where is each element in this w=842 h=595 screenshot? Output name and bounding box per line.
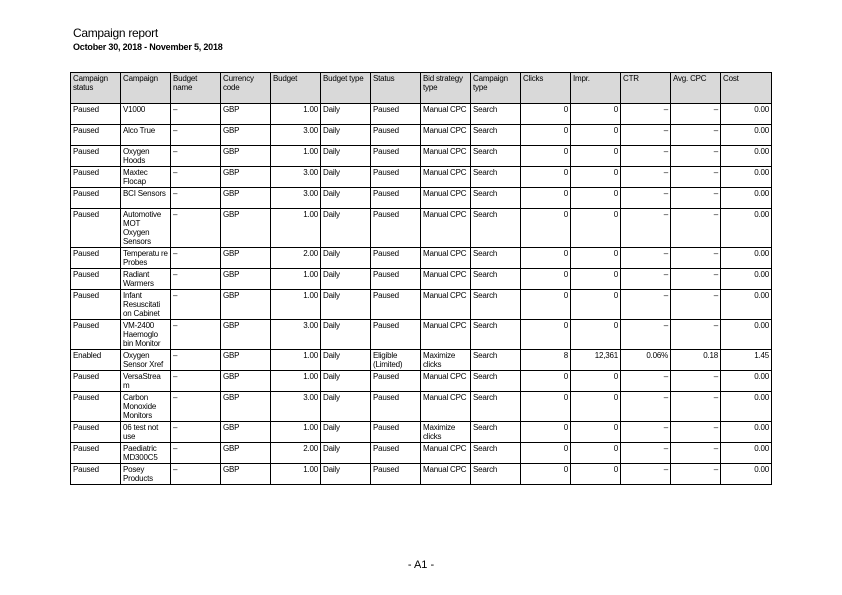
col-header-campaign-type: Campaign type — [471, 73, 521, 104]
cell-budget: 3.00 — [271, 392, 321, 422]
cell-budget: 1.00 — [271, 290, 321, 320]
cell-campaign: Oxygen Hoods — [121, 146, 171, 167]
table-row — [71, 320, 772, 350]
cell-impressions: 0 — [571, 290, 621, 320]
cell-currency-code: GBP — [221, 167, 271, 188]
cell-status: Paused — [371, 290, 421, 320]
cell-campaign-status: Paused — [71, 320, 121, 350]
cell-avg-cpc: – — [671, 464, 721, 485]
table-row — [71, 464, 772, 485]
cell-impressions: 0 — [571, 320, 621, 350]
cell-impressions: 0 — [571, 188, 621, 209]
cell-bid-strategy-type: Manual CPC — [421, 167, 471, 188]
table-row — [71, 269, 772, 290]
cell-budget: 2.00 — [271, 443, 321, 464]
cell-bid-strategy-type: Manual CPC — [421, 443, 471, 464]
cell-status: Paused — [371, 464, 421, 485]
cell-budget-name: – — [171, 350, 221, 371]
col-header-clicks: Clicks — [521, 73, 571, 104]
cell-campaign-status: Paused — [71, 125, 121, 146]
cell-avg-cpc: – — [671, 167, 721, 188]
cell-status: Paused — [371, 371, 421, 392]
cell-impressions: 0 — [571, 104, 621, 125]
cell-campaign-status: Paused — [71, 188, 121, 209]
cell-status: Paused — [371, 422, 421, 443]
cell-bid-strategy-type: Manual CPC — [421, 464, 471, 485]
cell-impressions: 0 — [571, 443, 621, 464]
cell-clicks: 0 — [521, 188, 571, 209]
cell-campaign-status: Paused — [71, 104, 121, 125]
cell-clicks: 0 — [521, 464, 571, 485]
cell-budget-type: Daily — [321, 464, 371, 485]
cell-campaign-status: Paused — [71, 146, 121, 167]
cell-campaign: Radiant Warmers — [121, 269, 171, 290]
cell-budget-name: – — [171, 443, 221, 464]
cell-bid-strategy-type: Manual CPC — [421, 146, 471, 167]
cell-campaign-status: Paused — [71, 392, 121, 422]
cell-budget-type: Daily — [321, 320, 371, 350]
cell-ctr: – — [621, 125, 671, 146]
cell-cost: 1.45 — [721, 350, 772, 371]
cell-campaign: Paediatric MD300C5 — [121, 443, 171, 464]
cell-campaign: VM-2400 Haemoglo bin Monitor — [121, 320, 171, 350]
cell-campaign-status: Paused — [71, 269, 121, 290]
cell-budget-name: – — [171, 320, 221, 350]
cell-bid-strategy-type: Manual CPC — [421, 188, 471, 209]
cell-campaign-type: Search — [471, 464, 521, 485]
campaign-table — [70, 72, 772, 485]
cell-budget-type: Daily — [321, 209, 371, 248]
table-row — [71, 167, 772, 188]
cell-campaign: Maxtec Flocap — [121, 167, 171, 188]
table-row — [71, 422, 772, 443]
cell-avg-cpc: – — [671, 209, 721, 248]
cell-cost: 0.00 — [721, 464, 772, 485]
cell-campaign-type: Search — [471, 422, 521, 443]
cell-avg-cpc: 0.18 — [671, 350, 721, 371]
cell-budget-name: – — [171, 146, 221, 167]
table-row — [71, 248, 772, 269]
cell-cost: 0.00 — [721, 125, 772, 146]
table-row — [71, 371, 772, 392]
cell-clicks: 0 — [521, 392, 571, 422]
table-body — [71, 104, 772, 485]
cell-status: Paused — [371, 167, 421, 188]
cell-budget: 1.00 — [271, 146, 321, 167]
cell-ctr: – — [621, 269, 671, 290]
cell-ctr: – — [621, 104, 671, 125]
cell-campaign: Alco True — [121, 125, 171, 146]
cell-budget-type: Daily — [321, 125, 371, 146]
cell-campaign-status: Paused — [71, 248, 121, 269]
cell-budget-type: Daily — [321, 146, 371, 167]
cell-cost: 0.00 — [721, 209, 772, 248]
cell-campaign-status: Paused — [71, 422, 121, 443]
col-header-campaign-status: Campaign status — [71, 73, 121, 104]
cell-budget-type: Daily — [321, 290, 371, 320]
cell-clicks: 0 — [521, 209, 571, 248]
cell-impressions: 12,361 — [571, 350, 621, 371]
cell-campaign-status: Enabled — [71, 350, 121, 371]
cell-clicks: 0 — [521, 290, 571, 320]
cell-ctr: – — [621, 290, 671, 320]
cell-status: Paused — [371, 248, 421, 269]
cell-avg-cpc: – — [671, 248, 721, 269]
cell-bid-strategy-type: Manual CPC — [421, 125, 471, 146]
cell-budget-type: Daily — [321, 392, 371, 422]
cell-budget-name: – — [171, 269, 221, 290]
cell-campaign-status: Paused — [71, 464, 121, 485]
report-date-range: October 30, 2018 - November 5, 2018 — [73, 42, 223, 52]
col-header-currency-code: Currency code — [221, 73, 271, 104]
cell-avg-cpc: – — [671, 146, 721, 167]
table-row — [71, 290, 772, 320]
cell-budget: 1.00 — [271, 422, 321, 443]
cell-campaign-type: Search — [471, 209, 521, 248]
cell-campaign: 06 test not use — [121, 422, 171, 443]
cell-currency-code: GBP — [221, 125, 271, 146]
cell-budget-type: Daily — [321, 350, 371, 371]
cell-impressions: 0 — [571, 209, 621, 248]
cell-campaign-status: Paused — [71, 209, 121, 248]
table-row — [71, 146, 772, 167]
cell-bid-strategy-type: Maximize clicks — [421, 422, 471, 443]
cell-budget-type: Daily — [321, 248, 371, 269]
cell-avg-cpc: – — [671, 188, 721, 209]
cell-budget-name: – — [171, 209, 221, 248]
table-row — [71, 125, 772, 146]
cell-status: Paused — [371, 125, 421, 146]
cell-budget-type: Daily — [321, 371, 371, 392]
cell-campaign-status: Paused — [71, 371, 121, 392]
cell-budget: 1.00 — [271, 350, 321, 371]
cell-clicks: 0 — [521, 320, 571, 350]
cell-status: Paused — [371, 188, 421, 209]
cell-budget: 1.00 — [271, 104, 321, 125]
cell-budget: 1.00 — [271, 209, 321, 248]
cell-impressions: 0 — [571, 392, 621, 422]
cell-avg-cpc: – — [671, 320, 721, 350]
cell-bid-strategy-type: Manual CPC — [421, 104, 471, 125]
cell-cost: 0.00 — [721, 188, 772, 209]
cell-cost: 0.00 — [721, 422, 772, 443]
cell-status: Paused — [371, 146, 421, 167]
cell-avg-cpc: – — [671, 269, 721, 290]
cell-ctr: – — [621, 422, 671, 443]
cell-campaign-type: Search — [471, 248, 521, 269]
col-header-bid-strategy-type: Bid strategy type — [421, 73, 471, 104]
col-header-budget-name: Budget name — [171, 73, 221, 104]
cell-currency-code: GBP — [221, 350, 271, 371]
cell-status: Paused — [371, 269, 421, 290]
cell-campaign-type: Search — [471, 350, 521, 371]
cell-campaign-type: Search — [471, 125, 521, 146]
cell-budget-type: Daily — [321, 269, 371, 290]
cell-clicks: 0 — [521, 248, 571, 269]
cell-budget: 3.00 — [271, 167, 321, 188]
cell-currency-code: GBP — [221, 188, 271, 209]
cell-campaign-type: Search — [471, 269, 521, 290]
cell-campaign: Temperatu re Probes — [121, 248, 171, 269]
cell-currency-code: GBP — [221, 320, 271, 350]
report-title: Campaign report — [73, 26, 158, 40]
cell-campaign: Infant Resuscitati on Cabinet — [121, 290, 171, 320]
cell-impressions: 0 — [571, 422, 621, 443]
cell-budget-name: – — [171, 464, 221, 485]
cell-ctr: – — [621, 188, 671, 209]
cell-ctr: 0.06% — [621, 350, 671, 371]
cell-cost: 0.00 — [721, 104, 772, 125]
cell-budget-name: – — [171, 248, 221, 269]
cell-status: Paused — [371, 443, 421, 464]
cell-status: Paused — [371, 392, 421, 422]
cell-campaign-type: Search — [471, 188, 521, 209]
cell-budget-type: Daily — [321, 104, 371, 125]
cell-bid-strategy-type: Manual CPC — [421, 392, 471, 422]
cell-bid-strategy-type: Manual CPC — [421, 248, 471, 269]
cell-campaign: Oxygen Sensor Xref — [121, 350, 171, 371]
cell-clicks: 0 — [521, 443, 571, 464]
cell-cost: 0.00 — [721, 146, 772, 167]
cell-campaign: Posey Products — [121, 464, 171, 485]
cell-budget-name: – — [171, 290, 221, 320]
cell-budget-type: Daily — [321, 422, 371, 443]
cell-impressions: 0 — [571, 167, 621, 188]
col-header-impressions: Impr. — [571, 73, 621, 104]
table-row — [71, 392, 772, 422]
cell-budget-name: – — [171, 188, 221, 209]
cell-budget: 2.00 — [271, 248, 321, 269]
cell-budget-name: – — [171, 104, 221, 125]
cell-clicks: 0 — [521, 146, 571, 167]
cell-avg-cpc: – — [671, 290, 721, 320]
cell-cost: 0.00 — [721, 269, 772, 290]
cell-campaign-type: Search — [471, 392, 521, 422]
cell-currency-code: GBP — [221, 422, 271, 443]
cell-campaign-type: Search — [471, 167, 521, 188]
cell-cost: 0.00 — [721, 167, 772, 188]
cell-currency-code: GBP — [221, 146, 271, 167]
cell-budget-name: – — [171, 422, 221, 443]
cell-campaign-type: Search — [471, 443, 521, 464]
page-number: - A1 - — [407, 559, 435, 571]
col-header-budget-type: Budget type — [321, 73, 371, 104]
cell-impressions: 0 — [571, 248, 621, 269]
cell-impressions: 0 — [571, 125, 621, 146]
cell-campaign-type: Search — [471, 104, 521, 125]
cell-currency-code: GBP — [221, 269, 271, 290]
cell-currency-code: GBP — [221, 443, 271, 464]
cell-currency-code: GBP — [221, 209, 271, 248]
cell-bid-strategy-type: Manual CPC — [421, 269, 471, 290]
cell-impressions: 0 — [571, 371, 621, 392]
cell-currency-code: GBP — [221, 248, 271, 269]
cell-clicks: 0 — [521, 125, 571, 146]
cell-budget-name: – — [171, 125, 221, 146]
cell-currency-code: GBP — [221, 464, 271, 485]
cell-budget: 1.00 — [271, 269, 321, 290]
table-row — [71, 209, 772, 248]
cell-ctr: – — [621, 320, 671, 350]
cell-ctr: – — [621, 371, 671, 392]
cell-budget-type: Daily — [321, 443, 371, 464]
cell-cost: 0.00 — [721, 371, 772, 392]
table-row — [71, 104, 772, 125]
cell-currency-code: GBP — [221, 104, 271, 125]
cell-avg-cpc: – — [671, 371, 721, 392]
col-header-cost: Cost — [721, 73, 772, 104]
cell-budget: 1.00 — [271, 371, 321, 392]
cell-ctr: – — [621, 248, 671, 269]
col-header-campaign: Campaign — [121, 73, 171, 104]
cell-ctr: – — [621, 167, 671, 188]
cell-bid-strategy-type: Manual CPC — [421, 320, 471, 350]
table-row — [71, 350, 772, 371]
cell-budget: 3.00 — [271, 320, 321, 350]
cell-budget-name: – — [171, 167, 221, 188]
table-row — [71, 443, 772, 464]
cell-status: Paused — [371, 104, 421, 125]
col-header-ctr: CTR — [621, 73, 671, 104]
cell-budget-name: – — [171, 371, 221, 392]
cell-status: Paused — [371, 320, 421, 350]
cell-budget: 3.00 — [271, 188, 321, 209]
cell-impressions: 0 — [571, 464, 621, 485]
cell-clicks: 8 — [521, 350, 571, 371]
table-header-row — [71, 73, 772, 104]
cell-ctr: – — [621, 392, 671, 422]
cell-avg-cpc: – — [671, 392, 721, 422]
cell-cost: 0.00 — [721, 248, 772, 269]
cell-ctr: – — [621, 464, 671, 485]
cell-impressions: 0 — [571, 146, 621, 167]
cell-campaign-status: Paused — [71, 443, 121, 464]
cell-campaign: Carbon Monoxide Monitors — [121, 392, 171, 422]
cell-clicks: 0 — [521, 104, 571, 125]
cell-campaign: BCI Sensors — [121, 188, 171, 209]
cell-ctr: – — [621, 146, 671, 167]
cell-ctr: – — [621, 209, 671, 248]
cell-budget: 3.00 — [271, 125, 321, 146]
cell-bid-strategy-type: Manual CPC — [421, 209, 471, 248]
cell-budget-type: Daily — [321, 167, 371, 188]
cell-currency-code: GBP — [221, 371, 271, 392]
cell-campaign: Automotive MOT Oxygen Sensors — [121, 209, 171, 248]
cell-campaign-type: Search — [471, 146, 521, 167]
cell-clicks: 0 — [521, 371, 571, 392]
cell-campaign-status: Paused — [71, 290, 121, 320]
cell-bid-strategy-type: Maximize clicks — [421, 350, 471, 371]
cell-currency-code: GBP — [221, 290, 271, 320]
cell-currency-code: GBP — [221, 392, 271, 422]
cell-cost: 0.00 — [721, 443, 772, 464]
cell-bid-strategy-type: Manual CPC — [421, 290, 471, 320]
cell-clicks: 0 — [521, 269, 571, 290]
cell-campaign-status: Paused — [71, 167, 121, 188]
col-header-avg-cpc: Avg. CPC — [671, 73, 721, 104]
col-header-budget: Budget — [271, 73, 321, 104]
cell-status: Eligible (Limited) — [371, 350, 421, 371]
cell-clicks: 0 — [521, 167, 571, 188]
cell-campaign-type: Search — [471, 320, 521, 350]
cell-clicks: 0 — [521, 422, 571, 443]
col-header-status: Status — [371, 73, 421, 104]
cell-avg-cpc: – — [671, 443, 721, 464]
cell-campaign-type: Search — [471, 290, 521, 320]
cell-budget: 1.00 — [271, 464, 321, 485]
cell-status: Paused — [371, 209, 421, 248]
cell-campaign: VersaStrea m — [121, 371, 171, 392]
cell-campaign-type: Search — [471, 371, 521, 392]
cell-cost: 0.00 — [721, 392, 772, 422]
cell-cost: 0.00 — [721, 320, 772, 350]
cell-cost: 0.00 — [721, 290, 772, 320]
cell-impressions: 0 — [571, 269, 621, 290]
cell-budget-name: – — [171, 392, 221, 422]
cell-avg-cpc: – — [671, 104, 721, 125]
cell-campaign: V1000 — [121, 104, 171, 125]
cell-ctr: – — [621, 443, 671, 464]
cell-bid-strategy-type: Manual CPC — [421, 371, 471, 392]
cell-avg-cpc: – — [671, 125, 721, 146]
table-row — [71, 188, 772, 209]
cell-avg-cpc: – — [671, 422, 721, 443]
cell-budget-type: Daily — [321, 188, 371, 209]
